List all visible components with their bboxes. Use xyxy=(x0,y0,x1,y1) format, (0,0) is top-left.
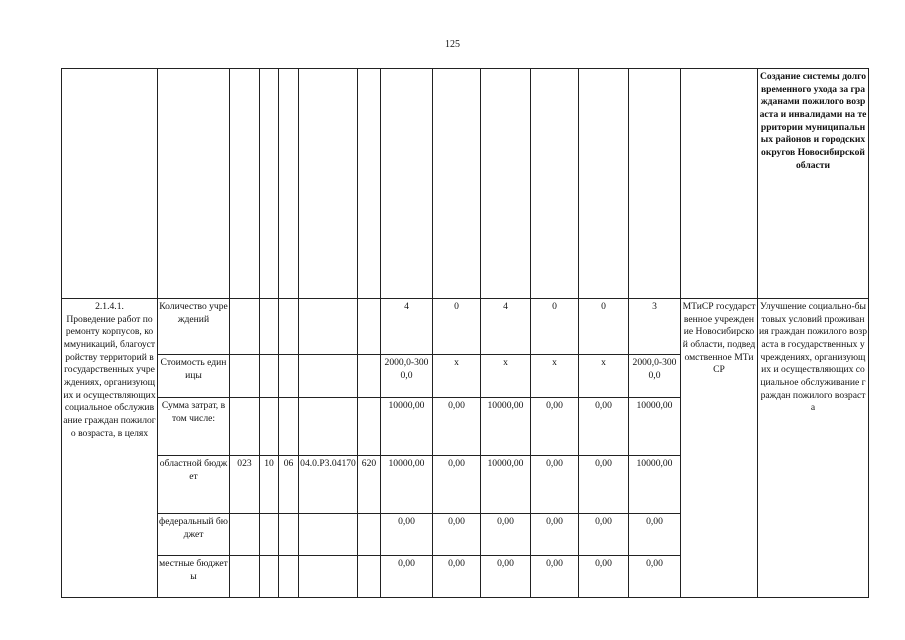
table-row xyxy=(62,299,869,355)
value-cell: x xyxy=(579,355,629,398)
empty-cell xyxy=(230,69,260,299)
empty-cell xyxy=(681,69,758,299)
rz-code xyxy=(260,556,279,598)
value-cell: 0,00 xyxy=(629,556,681,598)
empty-cell xyxy=(531,69,579,299)
value-cell: 10000,00 xyxy=(381,456,433,514)
program-table xyxy=(61,68,869,598)
measure-code: 2.1.4.1. xyxy=(95,301,124,312)
indicator-label: областной бюджет xyxy=(158,456,230,514)
value-cell: 0,00 xyxy=(579,398,629,456)
value-cell: 0,00 xyxy=(531,556,579,598)
page-number: 125 xyxy=(445,39,460,50)
value-cell: 0,00 xyxy=(629,514,681,556)
grbs-code xyxy=(230,299,260,355)
vr-code xyxy=(358,514,381,556)
empty-cell xyxy=(260,69,279,299)
vr-code xyxy=(358,299,381,355)
value-cell: 0,00 xyxy=(579,456,629,514)
empty-cell xyxy=(158,69,230,299)
rz-code xyxy=(260,398,279,456)
value-cell: 4 xyxy=(381,299,433,355)
empty-cell xyxy=(433,69,481,299)
indicator-label: Количество учреждений xyxy=(158,299,230,355)
rz-code xyxy=(260,514,279,556)
indicator-label: федеральный бюджет xyxy=(158,514,230,556)
empty-cell xyxy=(579,69,629,299)
value-cell: 0,00 xyxy=(433,456,481,514)
vr-code xyxy=(358,355,381,398)
csr-code: 04.0.P3.04170 xyxy=(299,456,358,514)
value-cell: 2000,0-3000,0 xyxy=(381,355,433,398)
rz-code xyxy=(260,355,279,398)
value-cell: 0 xyxy=(433,299,481,355)
value-cell: 2000,0-3000,0 xyxy=(629,355,681,398)
value-cell: 10000,00 xyxy=(481,456,531,514)
vr-code xyxy=(358,398,381,456)
value-cell: 10000,00 xyxy=(629,456,681,514)
empty-cell xyxy=(481,69,531,299)
executor-cell: МТиСР государственное учреждение Новосибирской области, подведомственное МТиСР xyxy=(681,299,758,598)
empty-cell xyxy=(279,69,299,299)
pr-code xyxy=(279,514,299,556)
csr-code xyxy=(299,514,358,556)
value-cell: 0,00 xyxy=(579,514,629,556)
pr-code xyxy=(279,299,299,355)
indicator-label: Сумма затрат, в том числе: xyxy=(158,398,230,456)
value-cell: 0,00 xyxy=(381,556,433,598)
csr-code xyxy=(299,355,358,398)
measure-cell xyxy=(62,299,158,598)
value-cell: 0 xyxy=(579,299,629,355)
indicator-label: Стоимость единицы xyxy=(158,355,230,398)
csr-code xyxy=(299,556,358,598)
empty-cell xyxy=(629,69,681,299)
value-cell: 4 xyxy=(481,299,531,355)
value-cell: 0,00 xyxy=(433,514,481,556)
rz-code xyxy=(260,299,279,355)
measure-name: Проведение работ по ремонту корпусов, коммуникаций, благоустройству территорий в государственных учреждениях, организующих и осуществляющих социальное обслуживание граждан пожилого возраста, в целях xyxy=(63,313,156,439)
empty-cell xyxy=(381,69,433,299)
result-cell: Улучшение социально-бытовых условий проживания граждан пожилого возраста в государственных учреждениях, организующих и осуществляющих социальное обслуживание граждан пожилого возраста xyxy=(758,299,869,598)
csr-code xyxy=(299,398,358,456)
rz-code: 10 xyxy=(260,456,279,514)
empty-cell xyxy=(358,69,381,299)
value-cell: x xyxy=(531,355,579,398)
value-cell: 0,00 xyxy=(531,398,579,456)
pr-code xyxy=(279,398,299,456)
value-cell: 0,00 xyxy=(579,556,629,598)
grbs-code xyxy=(230,355,260,398)
pr-code xyxy=(279,556,299,598)
value-cell: 10000,00 xyxy=(481,398,531,456)
vr-code xyxy=(358,556,381,598)
value-cell: 0 xyxy=(531,299,579,355)
value-cell: 0,00 xyxy=(433,556,481,598)
indicator-label: местные бюджеты xyxy=(158,556,230,598)
value-cell: 3 xyxy=(629,299,681,355)
empty-cell xyxy=(299,69,358,299)
pr-code: 06 xyxy=(279,456,299,514)
vr-code: 620 xyxy=(358,456,381,514)
value-cell: 0,00 xyxy=(433,398,481,456)
csr-code xyxy=(299,299,358,355)
pr-code xyxy=(279,355,299,398)
goal-row xyxy=(62,69,869,299)
value-cell: x xyxy=(433,355,481,398)
grbs-code xyxy=(230,556,260,598)
value-cell: 0,00 xyxy=(481,514,531,556)
value-cell: x xyxy=(481,355,531,398)
value-cell: 10000,00 xyxy=(629,398,681,456)
value-cell: 0,00 xyxy=(531,514,579,556)
empty-cell xyxy=(62,69,158,299)
value-cell: 0,00 xyxy=(531,456,579,514)
grbs-code: 023 xyxy=(230,456,260,514)
value-cell: 0,00 xyxy=(381,514,433,556)
goal-text: Создание системы долговременного ухода за гражданами пожилого возраста и инвалидами на территории муниципальных районов и городских округов Новосибирской области xyxy=(758,69,869,299)
grbs-code xyxy=(230,514,260,556)
grbs-code xyxy=(230,398,260,456)
value-cell: 0,00 xyxy=(481,556,531,598)
value-cell: 10000,00 xyxy=(381,398,433,456)
